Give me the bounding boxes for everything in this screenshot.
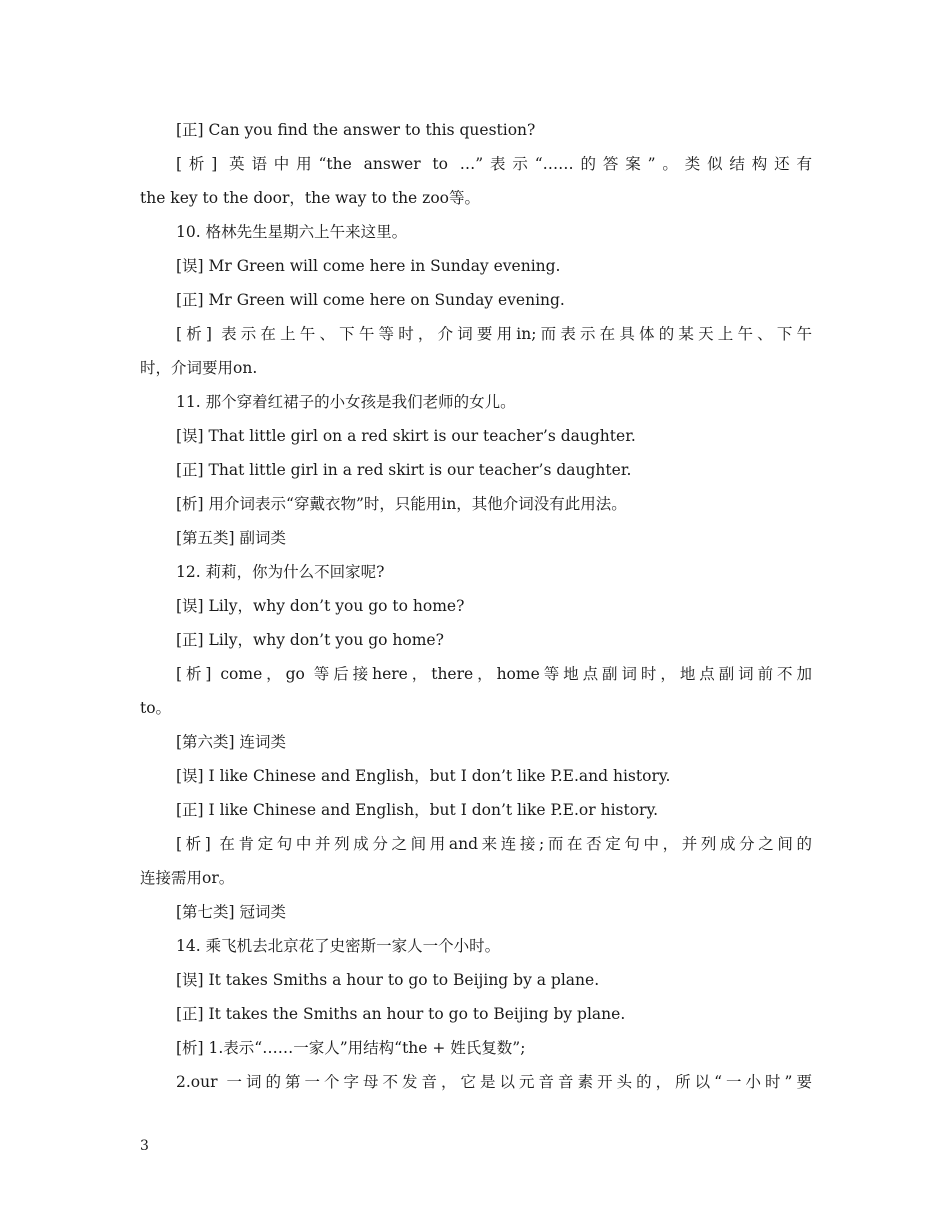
document-body: [140, 113, 812, 1099]
section-heading: [第七类] 冠词类: [176, 903, 287, 921]
text-line: [正] I like Chinese and English，but I don’t like P.E.or history.: [176, 801, 659, 819]
text-line: [析] come，go 等后接here，there，home等地点副词时，地点副词前不加: [176, 665, 812, 683]
text-line: to。: [140, 699, 172, 717]
text-line: 时，介词要用on.: [140, 359, 258, 377]
text-line: [析] 1.表示“……一家人”用结构“the + 姓氏复数”;: [176, 1039, 526, 1057]
text-line: [正] Lily，why don’t you go home?: [176, 631, 444, 649]
item-heading: 12. 莉莉，你为什么不回家呢?: [176, 563, 385, 581]
text-line: [正] That little girl in a red skirt is our teacher’s daughter.: [176, 461, 632, 479]
text-line: [析] 用介词表示“穿戴衣物”时，只能用in，其他介词没有此用法。: [176, 495, 627, 513]
item-heading: 10. 格林先生星期六上午来这里。: [176, 223, 408, 241]
text-line: 2.our 一词的第一个字母不发音，它是以元音音素开头的，所以“一小时”要: [176, 1073, 812, 1091]
text-line: [误] I like Chinese and English，but I don’t like P.E.and history.: [176, 767, 671, 785]
text-line: [误] Lily，why don’t you go to home?: [176, 597, 465, 615]
page-number: 3: [140, 1138, 149, 1154]
text-line: [正] It takes the Smiths an hour to go to Beijing by plane.: [176, 1005, 626, 1023]
item-heading: 11. 那个穿着红裙子的小女孩是我们老师的女儿。: [176, 393, 516, 411]
section-heading: [第五类] 副词类: [176, 529, 287, 547]
text-line: [误] It takes Smiths a hour to go to Beijing by a plane.: [176, 971, 600, 989]
text-line: [正] Mr Green will come here on Sunday evening.: [176, 291, 565, 309]
text-line: [析] 在肯定句中并列成分之间用and来连接;而在否定句中，并列成分之间的: [176, 835, 812, 853]
text-line: [正] Can you find the answer to this question?: [176, 121, 536, 139]
text-line: [误] That little girl on a red skirt is our teacher’s daughter.: [176, 427, 636, 445]
text-line: [析] 英语中用“the answer to …”表示“……的答案”。类似结构还有: [176, 155, 812, 173]
text-line: the key to the door，the way to the zoo等。: [140, 189, 480, 207]
section-heading: [第六类] 连词类: [176, 733, 287, 751]
text-line: [析] 表示在上午、下午等时，介词要用in;而表示在具体的某天上午、下午: [176, 325, 812, 343]
item-heading: 14. 乘飞机去北京花了史密斯一家人一个小时。: [176, 937, 501, 955]
text-line: [误] Mr Green will come here in Sunday evening.: [176, 257, 561, 275]
text-line: 连接需用or。: [140, 869, 235, 887]
